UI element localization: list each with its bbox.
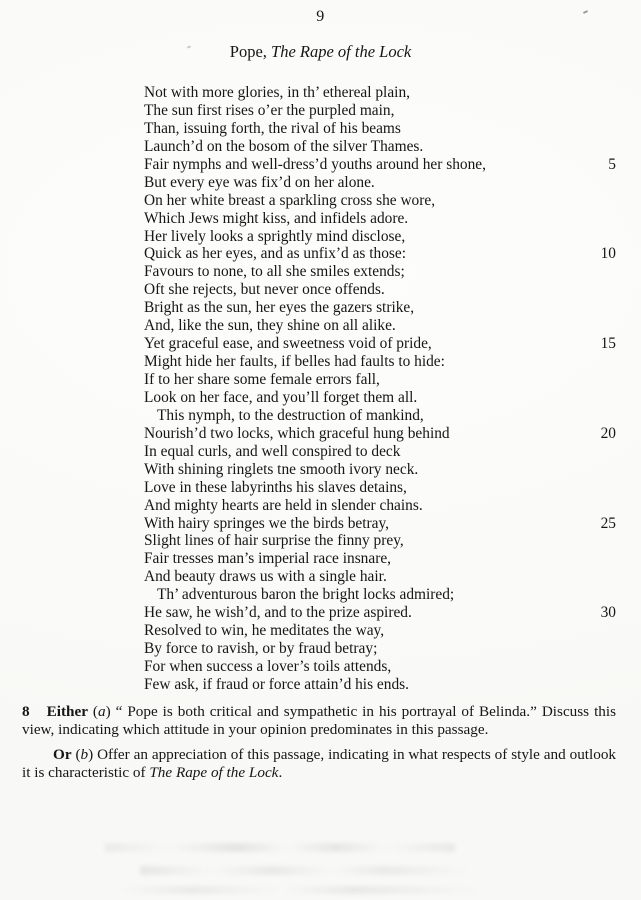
question-quote: “ Pope is both critical and sympathetic in his portrayal of Belinda.” [115, 703, 537, 720]
page-showthrough-mark [140, 866, 470, 875]
poem-line-text: With shining ringlets tne smooth ivory neck. [144, 460, 419, 478]
either-label: Either [46, 703, 88, 720]
poem-line [144, 317, 616, 335]
poem-line-number: 25 [600, 514, 616, 532]
poem-line [144, 84, 616, 102]
page-showthrough-mark [120, 886, 480, 894]
poem-line-text: And mighty hearts are held in slender chains. [144, 496, 423, 514]
poem-line-text: If to her share some female errors fall, [144, 371, 380, 388]
poem-line-text: Not with more glories, in th’ ethereal plain, [144, 84, 410, 101]
poem-line-text: For when success a lover’s toils attends, [144, 658, 392, 675]
poem-line [144, 245, 616, 263]
poem-line-text: Look on her face, and you’ll forget them all. [144, 388, 418, 406]
question-or-title: The Rape of the Lock [149, 763, 279, 781]
poem-line [144, 210, 616, 228]
page-showthrough-mark [105, 843, 455, 852]
poem-line [144, 532, 616, 550]
poem-heading [0, 42, 641, 62]
poem-line-text: Favours to none, to all she smiles extends; [144, 263, 405, 281]
poem-line-text: But every eye was fix’d on her alone. [144, 173, 375, 191]
poem-author: Pope, [229, 42, 272, 61]
poem-line-text: With hairy springes we the birds betray, [144, 514, 389, 532]
poem-line [144, 425, 616, 443]
poem-line [144, 299, 616, 317]
poem-line-text: Slight lines of hair surprise the finny prey, [144, 532, 404, 550]
poem-line [144, 640, 616, 658]
poem-line [144, 461, 616, 479]
poem-line-text: Fair nymphs and well-dress’d youths around her shone, [144, 155, 486, 173]
option-a-paren-open: ( [92, 703, 98, 720]
poem-line-text: Nourish’d two locks, which graceful hung behind [144, 424, 450, 442]
poem-line-text: The sun first rises o’er the purpled main, [144, 101, 395, 119]
question-8-or [22, 746, 616, 781]
option-a-paren-close: ) [105, 703, 111, 720]
poem-line [144, 174, 616, 192]
poem-line-text: Th’ adventurous baron the bright locks admired; [157, 586, 455, 604]
poem-line-text: And beauty draws us with a single hair. [144, 568, 387, 586]
question-or-end: . [278, 763, 283, 781]
poem-line [144, 102, 616, 120]
poem-line-number: 15 [600, 335, 616, 353]
poem-line-text: Bright as the sun, her eyes the gazers strike, [144, 299, 415, 317]
poem-line [144, 407, 616, 425]
poem-line [144, 586, 616, 604]
poem-title: The Rape of the Lock [271, 42, 412, 61]
poem-line-text: Launch’d on the bosom of the silver Thames. [144, 137, 424, 155]
poem-line [144, 120, 616, 138]
poem-line-number: 20 [600, 424, 616, 442]
poem-line-number: 10 [600, 245, 616, 263]
page-number: 9 [316, 8, 325, 25]
poem-line-text: And, like the sun, they shine on all alike. [144, 317, 396, 335]
poem-line-text: Fair tresses man’s imperial race insnare, [144, 550, 392, 568]
poem-line [144, 138, 616, 156]
poem-line-text: Which Jews might kiss, and infidels adore. [144, 209, 409, 227]
poem-line [144, 263, 616, 281]
poem-line [144, 156, 616, 174]
poem-line [144, 389, 616, 407]
option-a-letter: a [97, 703, 106, 720]
poem-line-text: Quick as her eyes, and as unfix’d as those: [144, 245, 406, 263]
poem-line [144, 550, 616, 568]
poem-line-number: 30 [600, 604, 616, 622]
poem-line-text: Few ask, if fraud or force attain’d his ends. [144, 675, 409, 693]
poem-line-number: 5 [608, 155, 616, 173]
option-b-paren-open: ( [75, 746, 81, 764]
option-b-paren-close: ) [88, 746, 94, 764]
poem-line [144, 353, 616, 371]
question-8-either [22, 703, 616, 738]
poem-line [144, 281, 616, 299]
poem-line-text: Oft she rejects, but never once offends. [144, 281, 385, 299]
poem-line [144, 192, 616, 210]
poem-line [144, 443, 616, 461]
poem-line [144, 479, 616, 497]
poem-line-text: In equal curls, and well conspired to deck [144, 442, 401, 460]
poem-line [144, 335, 616, 353]
poem-line [144, 622, 616, 640]
poem-line [144, 604, 616, 622]
poem-line [144, 658, 616, 676]
poem-line [144, 515, 616, 533]
poem-line-text: This nymph, to the destruction of mankind, [157, 406, 424, 424]
poem-line [144, 371, 616, 389]
question-number: 8 [22, 703, 30, 720]
poem-line [144, 228, 616, 246]
or-label: Or [53, 746, 72, 764]
poem-excerpt [144, 84, 616, 694]
poem-line-text: Her lively looks a sprightly mind disclose, [144, 227, 406, 245]
poem-line-text: By force to ravish, or by fraud betray; [144, 640, 378, 658]
poem-line-text: Yet graceful ease, and sweetness void of pride, [144, 335, 432, 353]
poem-line-text: Than, issuing forth, the rival of his beams [144, 119, 401, 137]
poem-line [144, 497, 616, 515]
poem-line-text: On her white breast a sparkling cross she wore, [144, 191, 436, 209]
poem-line [144, 568, 616, 586]
poem-line-text: Love in these labyrinths his slaves detains, [144, 478, 407, 496]
poem-line [144, 676, 616, 694]
option-b-letter: b [80, 746, 89, 764]
poem-line-text: Might hide her faults, if belles had faults to hide: [144, 353, 445, 371]
question-discuss: Discuss this view, indicating which attitude in your opinion predominates in this passage. [22, 703, 617, 738]
question-or-body: Offer an appreciation of this passage, indicating in what respects of style and outlook it is characteristic of [22, 746, 617, 781]
poem-line-text: Resolved to win, he meditates the way, [144, 622, 385, 640]
poem-line-text: He saw, he wish’d, and to the prize aspired. [144, 604, 412, 622]
question-8 [22, 703, 616, 781]
